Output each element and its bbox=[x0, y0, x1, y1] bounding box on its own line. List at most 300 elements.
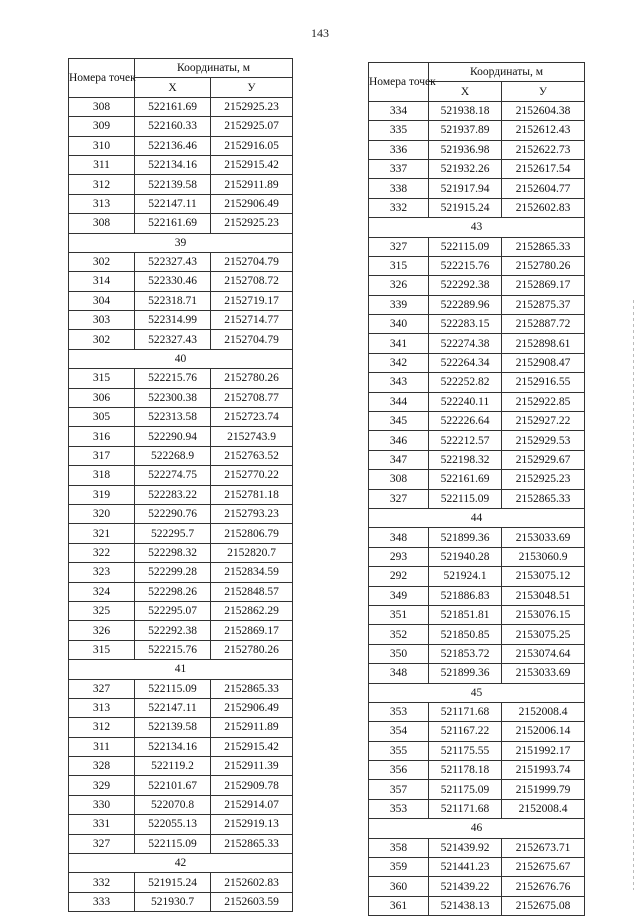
y-coordinate-cell: 2152911.39 bbox=[211, 757, 293, 776]
point-number-cell: 302 bbox=[69, 330, 135, 349]
table-row bbox=[69, 155, 293, 174]
point-number-cell: 336 bbox=[369, 140, 429, 159]
page-number: 143 bbox=[311, 26, 329, 40]
y-coordinate-cell: 2152915.42 bbox=[211, 155, 293, 174]
point-number-cell: 326 bbox=[69, 621, 135, 640]
point-number-cell: 327 bbox=[69, 679, 135, 698]
x-coordinate-cell: 522295.07 bbox=[135, 601, 211, 620]
x-coordinate-cell: 522283.15 bbox=[429, 315, 502, 334]
table-row bbox=[69, 757, 293, 776]
y-coordinate-cell: 2152922.85 bbox=[502, 392, 585, 411]
point-number-cell: 302 bbox=[69, 252, 135, 271]
y-coordinate-cell: 2152743.9 bbox=[211, 427, 293, 446]
point-number-cell: 311 bbox=[69, 737, 135, 756]
y-coordinate-cell: 2152915.42 bbox=[211, 737, 293, 756]
y-coordinate-cell: 2152602.83 bbox=[502, 198, 585, 217]
y-coordinate-cell: 2153075.25 bbox=[502, 625, 585, 644]
y-coordinate-cell: 2152925.07 bbox=[211, 117, 293, 136]
y-coordinate-cell: 2152719.17 bbox=[211, 291, 293, 310]
table-row bbox=[69, 737, 293, 756]
y-coordinate-cell: 2152763.52 bbox=[211, 446, 293, 465]
table-row bbox=[69, 136, 293, 155]
y-coordinate-cell: 2152865.33 bbox=[502, 237, 585, 256]
x-coordinate-cell: 521936.98 bbox=[429, 140, 502, 159]
y-coordinate-cell: 2152617.54 bbox=[502, 159, 585, 178]
y-coordinate-cell: 2152869.17 bbox=[502, 276, 585, 295]
x-coordinate-cell: 522139.58 bbox=[135, 718, 211, 737]
table-row bbox=[69, 524, 293, 543]
coordinates-table-right bbox=[368, 62, 585, 916]
point-number-cell: 332 bbox=[369, 198, 429, 217]
section-number: 44 bbox=[369, 508, 585, 527]
point-number-cell: 331 bbox=[69, 815, 135, 834]
table-row bbox=[369, 741, 585, 760]
table-row bbox=[69, 117, 293, 136]
x-coordinate-cell: 521438.13 bbox=[429, 896, 502, 915]
point-number-cell: 341 bbox=[369, 334, 429, 353]
x-coordinate-cell: 522313.58 bbox=[135, 408, 211, 427]
point-number-cell: 306 bbox=[69, 388, 135, 407]
y-coordinate-cell: 2152008.4 bbox=[502, 799, 585, 818]
x-coordinate-cell: 522101.67 bbox=[135, 776, 211, 795]
point-number-cell: 324 bbox=[69, 582, 135, 601]
y-coordinate-cell: 2152704.79 bbox=[211, 330, 293, 349]
x-coordinate-cell: 521171.68 bbox=[429, 702, 502, 721]
y-coordinate-cell: 2152911.89 bbox=[211, 175, 293, 194]
point-number-cell: 354 bbox=[369, 722, 429, 741]
x-coordinate-cell: 522327.43 bbox=[135, 252, 211, 271]
table-row bbox=[69, 563, 293, 582]
point-number-cell: 349 bbox=[369, 586, 429, 605]
table-row bbox=[69, 427, 293, 446]
point-number-cell: 304 bbox=[69, 291, 135, 310]
point-number-cell: 348 bbox=[369, 528, 429, 547]
x-coordinate-cell: 521851.81 bbox=[429, 605, 502, 624]
point-number-cell: 315 bbox=[369, 256, 429, 275]
y-coordinate-cell: 2152704.79 bbox=[211, 252, 293, 271]
point-number-cell: 344 bbox=[369, 392, 429, 411]
y-coordinate-cell: 2152911.89 bbox=[211, 718, 293, 737]
table-row bbox=[69, 252, 293, 271]
x-coordinate-cell: 522055.13 bbox=[135, 815, 211, 834]
x-coordinate-cell: 522161.69 bbox=[135, 214, 211, 233]
section-row bbox=[369, 819, 585, 838]
point-number-cell: 343 bbox=[369, 373, 429, 392]
table-row bbox=[69, 97, 293, 116]
x-coordinate-cell: 522290.94 bbox=[135, 427, 211, 446]
table-row bbox=[369, 547, 585, 566]
point-number-cell: 347 bbox=[369, 450, 429, 469]
x-coordinate-cell: 522264.34 bbox=[429, 353, 502, 372]
y-coordinate-cell: 2152780.26 bbox=[211, 369, 293, 388]
x-coordinate-cell: 522314.99 bbox=[135, 311, 211, 330]
table-row bbox=[69, 795, 293, 814]
x-coordinate-cell: 522318.71 bbox=[135, 291, 211, 310]
table-row bbox=[369, 295, 585, 314]
point-number-cell: 353 bbox=[369, 702, 429, 721]
point-number-cell: 313 bbox=[69, 194, 135, 213]
point-number-cell: 350 bbox=[369, 644, 429, 663]
x-coordinate-cell: 521915.24 bbox=[429, 198, 502, 217]
y-coordinate-cell: 2152793.23 bbox=[211, 504, 293, 523]
table-row bbox=[369, 896, 585, 915]
table-row bbox=[69, 311, 293, 330]
x-coordinate-cell: 522115.09 bbox=[429, 489, 502, 508]
table-row bbox=[369, 334, 585, 353]
point-number-cell: 351 bbox=[369, 605, 429, 624]
point-number-cell: 316 bbox=[69, 427, 135, 446]
x-coordinate-cell: 522292.38 bbox=[135, 621, 211, 640]
y-coordinate-cell: 2152781.18 bbox=[211, 485, 293, 504]
point-number-cell: 312 bbox=[69, 175, 135, 194]
y-coordinate-cell: 2152914.07 bbox=[211, 795, 293, 814]
table-row bbox=[369, 702, 585, 721]
point-number-cell: 332 bbox=[69, 873, 135, 892]
x-coordinate-cell: 522136.46 bbox=[135, 136, 211, 155]
y-coordinate-cell: 2152834.59 bbox=[211, 563, 293, 582]
section-number: 46 bbox=[369, 819, 585, 838]
x-coordinate-cell: 521938.18 bbox=[429, 101, 502, 120]
x-coordinate-cell: 521886.83 bbox=[429, 586, 502, 605]
point-number-cell: 337 bbox=[369, 159, 429, 178]
section-number: 39 bbox=[69, 233, 293, 252]
section-number: 42 bbox=[69, 854, 293, 873]
point-number-cell: 312 bbox=[69, 718, 135, 737]
point-number-cell: 334 bbox=[369, 101, 429, 120]
table-row bbox=[369, 121, 585, 140]
y-coordinate-cell: 2152908.47 bbox=[502, 353, 585, 372]
section-row bbox=[69, 660, 293, 679]
table-row bbox=[369, 722, 585, 741]
x-coordinate-cell: 522147.11 bbox=[135, 698, 211, 717]
header-points: Номера точек bbox=[369, 63, 429, 102]
x-coordinate-cell: 522215.76 bbox=[135, 640, 211, 659]
table-row bbox=[69, 291, 293, 310]
x-coordinate-cell: 521175.55 bbox=[429, 741, 502, 760]
y-coordinate-cell: 2152604.38 bbox=[502, 101, 585, 120]
point-number-cell: 308 bbox=[69, 214, 135, 233]
x-coordinate-cell: 522300.38 bbox=[135, 388, 211, 407]
x-coordinate-cell: 521915.24 bbox=[135, 873, 211, 892]
y-coordinate-cell: 2153060.9 bbox=[502, 547, 585, 566]
point-number-cell: 328 bbox=[69, 757, 135, 776]
y-coordinate-cell: 2152869.17 bbox=[211, 621, 293, 640]
y-coordinate-cell: 2152770.22 bbox=[211, 466, 293, 485]
x-coordinate-cell: 522198.32 bbox=[429, 450, 502, 469]
table-row bbox=[369, 159, 585, 178]
y-coordinate-cell: 2152604.77 bbox=[502, 179, 585, 198]
y-coordinate-cell: 2152898.61 bbox=[502, 334, 585, 353]
x-coordinate-cell: 522226.64 bbox=[429, 412, 502, 431]
x-coordinate-cell: 522290.76 bbox=[135, 504, 211, 523]
y-coordinate-cell: 2153033.69 bbox=[502, 664, 585, 683]
y-coordinate-cell: 2152906.49 bbox=[211, 194, 293, 213]
table-row bbox=[369, 412, 585, 431]
table-row bbox=[369, 101, 585, 120]
point-number-cell: 315 bbox=[69, 369, 135, 388]
table-row bbox=[369, 353, 585, 372]
x-coordinate-cell: 522161.69 bbox=[429, 470, 502, 489]
table-row bbox=[369, 315, 585, 334]
x-coordinate-cell: 522212.57 bbox=[429, 431, 502, 450]
y-coordinate-cell: 2152714.77 bbox=[211, 311, 293, 330]
point-number-cell: 318 bbox=[69, 466, 135, 485]
point-number-cell: 305 bbox=[69, 408, 135, 427]
table-row bbox=[369, 179, 585, 198]
table-row bbox=[69, 214, 293, 233]
table-row bbox=[69, 388, 293, 407]
y-coordinate-cell: 2152708.77 bbox=[211, 388, 293, 407]
y-coordinate-cell: 2153074.64 bbox=[502, 644, 585, 663]
x-coordinate-cell: 521850.85 bbox=[429, 625, 502, 644]
y-coordinate-cell: 2152919.13 bbox=[211, 815, 293, 834]
table-row bbox=[69, 834, 293, 853]
y-coordinate-cell: 2152820.7 bbox=[211, 543, 293, 562]
y-coordinate-cell: 2152622.73 bbox=[502, 140, 585, 159]
y-coordinate-cell: 2152909.78 bbox=[211, 776, 293, 795]
table-row bbox=[69, 543, 293, 562]
point-number-cell: 340 bbox=[369, 315, 429, 334]
table-row bbox=[369, 237, 585, 256]
x-coordinate-cell: 522240.11 bbox=[429, 392, 502, 411]
point-number-cell: 327 bbox=[369, 489, 429, 508]
section-number: 45 bbox=[369, 683, 585, 702]
y-coordinate-cell: 2152780.26 bbox=[211, 640, 293, 659]
point-number-cell: 314 bbox=[69, 272, 135, 291]
table-row bbox=[69, 330, 293, 349]
point-number-cell: 335 bbox=[369, 121, 429, 140]
table-row bbox=[369, 392, 585, 411]
table-row bbox=[369, 140, 585, 159]
point-number-cell: 358 bbox=[369, 838, 429, 857]
point-number-cell: 313 bbox=[69, 698, 135, 717]
table-row bbox=[69, 679, 293, 698]
x-coordinate-cell: 522134.16 bbox=[135, 155, 211, 174]
table-row bbox=[369, 567, 585, 586]
table-row bbox=[69, 601, 293, 620]
point-number-cell: 346 bbox=[369, 431, 429, 450]
y-coordinate-cell: 2152865.33 bbox=[211, 679, 293, 698]
x-coordinate-cell: 522139.58 bbox=[135, 175, 211, 194]
y-coordinate-cell: 2152875.37 bbox=[502, 295, 585, 314]
header-y: У bbox=[502, 82, 585, 101]
table-row bbox=[69, 272, 293, 291]
x-coordinate-cell: 522070.8 bbox=[135, 795, 211, 814]
y-coordinate-cell: 2152008.4 bbox=[502, 702, 585, 721]
point-number-cell: 348 bbox=[369, 664, 429, 683]
y-coordinate-cell: 2153048.51 bbox=[502, 586, 585, 605]
point-number-cell: 333 bbox=[69, 892, 135, 911]
x-coordinate-cell: 522298.26 bbox=[135, 582, 211, 601]
x-coordinate-cell: 522274.38 bbox=[429, 334, 502, 353]
x-coordinate-cell: 522161.69 bbox=[135, 97, 211, 116]
x-coordinate-cell: 522134.16 bbox=[135, 737, 211, 756]
section-row bbox=[69, 854, 293, 873]
x-coordinate-cell: 521924.1 bbox=[429, 567, 502, 586]
y-coordinate-cell: 2151992.17 bbox=[502, 741, 585, 760]
point-number-cell: 292 bbox=[369, 567, 429, 586]
x-coordinate-cell: 522252.82 bbox=[429, 373, 502, 392]
x-coordinate-cell: 522268.9 bbox=[135, 446, 211, 465]
y-coordinate-cell: 2153075.12 bbox=[502, 567, 585, 586]
y-coordinate-cell: 2152887.72 bbox=[502, 315, 585, 334]
y-coordinate-cell: 2152708.72 bbox=[211, 272, 293, 291]
coordinates-table-left bbox=[68, 58, 293, 912]
y-coordinate-cell: 2152806.79 bbox=[211, 524, 293, 543]
y-coordinate-cell: 2152929.67 bbox=[502, 450, 585, 469]
y-coordinate-cell: 2152925.23 bbox=[211, 97, 293, 116]
table-row bbox=[369, 489, 585, 508]
y-coordinate-cell: 2152675.08 bbox=[502, 896, 585, 915]
table-row bbox=[69, 194, 293, 213]
x-coordinate-cell: 521899.36 bbox=[429, 528, 502, 547]
point-number-cell: 308 bbox=[369, 470, 429, 489]
y-coordinate-cell: 2152723.74 bbox=[211, 408, 293, 427]
x-coordinate-cell: 522215.76 bbox=[429, 256, 502, 275]
table-row bbox=[369, 528, 585, 547]
y-coordinate-cell: 2152673.71 bbox=[502, 838, 585, 857]
table-row bbox=[69, 582, 293, 601]
scan-edge-line bbox=[633, 300, 634, 890]
table-row bbox=[69, 776, 293, 795]
y-coordinate-cell: 2151999.79 bbox=[502, 780, 585, 799]
x-coordinate-cell: 521930.7 bbox=[135, 892, 211, 911]
y-coordinate-cell: 2152602.83 bbox=[211, 873, 293, 892]
x-coordinate-cell: 522327.43 bbox=[135, 330, 211, 349]
section-row bbox=[69, 349, 293, 368]
y-coordinate-cell: 2152916.55 bbox=[502, 373, 585, 392]
table-row bbox=[369, 644, 585, 663]
section-row bbox=[69, 233, 293, 252]
y-coordinate-cell: 2152916.05 bbox=[211, 136, 293, 155]
y-coordinate-cell: 2152848.57 bbox=[211, 582, 293, 601]
point-number-cell: 360 bbox=[369, 877, 429, 896]
x-coordinate-cell: 522283.22 bbox=[135, 485, 211, 504]
x-coordinate-cell: 522330.46 bbox=[135, 272, 211, 291]
x-coordinate-cell: 522295.7 bbox=[135, 524, 211, 543]
table-row bbox=[369, 470, 585, 489]
section-row bbox=[369, 683, 585, 702]
point-number-cell: 355 bbox=[369, 741, 429, 760]
table-row bbox=[69, 369, 293, 388]
y-coordinate-cell: 2153033.69 bbox=[502, 528, 585, 547]
point-number-cell: 293 bbox=[369, 547, 429, 566]
table-row bbox=[69, 621, 293, 640]
table-row bbox=[69, 408, 293, 427]
x-coordinate-cell: 521441.23 bbox=[429, 858, 502, 877]
x-coordinate-cell: 521917.94 bbox=[429, 179, 502, 198]
table-row bbox=[369, 605, 585, 624]
table-row bbox=[369, 450, 585, 469]
point-number-cell: 311 bbox=[69, 155, 135, 174]
section-number: 40 bbox=[69, 349, 293, 368]
x-coordinate-cell: 522160.33 bbox=[135, 117, 211, 136]
table-row bbox=[369, 858, 585, 877]
x-coordinate-cell: 522115.09 bbox=[135, 679, 211, 698]
point-number-cell: 361 bbox=[369, 896, 429, 915]
table-row bbox=[369, 799, 585, 818]
table-row bbox=[369, 276, 585, 295]
point-number-cell: 319 bbox=[69, 485, 135, 504]
table-row bbox=[69, 504, 293, 523]
y-coordinate-cell: 2152927.22 bbox=[502, 412, 585, 431]
y-coordinate-cell: 2152925.23 bbox=[502, 470, 585, 489]
point-number-cell: 327 bbox=[369, 237, 429, 256]
x-coordinate-cell: 521937.89 bbox=[429, 121, 502, 140]
point-number-cell: 342 bbox=[369, 353, 429, 372]
y-coordinate-cell: 2152906.49 bbox=[211, 698, 293, 717]
point-number-cell: 315 bbox=[69, 640, 135, 659]
table-row bbox=[369, 431, 585, 450]
header-coords: Координаты, м bbox=[429, 63, 585, 82]
section-number: 43 bbox=[369, 218, 585, 237]
x-coordinate-cell: 522115.09 bbox=[429, 237, 502, 256]
point-number-cell: 308 bbox=[69, 97, 135, 116]
x-coordinate-cell: 521167.22 bbox=[429, 722, 502, 741]
point-number-cell: 309 bbox=[69, 117, 135, 136]
y-coordinate-cell: 2152603.59 bbox=[211, 892, 293, 911]
table-row bbox=[369, 373, 585, 392]
x-coordinate-cell: 522274.75 bbox=[135, 466, 211, 485]
x-coordinate-cell: 521940.28 bbox=[429, 547, 502, 566]
point-number-cell: 345 bbox=[369, 412, 429, 431]
table-row bbox=[369, 625, 585, 644]
section-number: 41 bbox=[69, 660, 293, 679]
x-coordinate-cell: 522147.11 bbox=[135, 194, 211, 213]
x-coordinate-cell: 521175.09 bbox=[429, 780, 502, 799]
y-coordinate-cell: 2152675.67 bbox=[502, 858, 585, 877]
table-row bbox=[369, 256, 585, 275]
point-number-cell: 353 bbox=[369, 799, 429, 818]
table-row bbox=[69, 698, 293, 717]
point-number-cell: 326 bbox=[369, 276, 429, 295]
x-coordinate-cell: 522119.2 bbox=[135, 757, 211, 776]
x-coordinate-cell: 522299.28 bbox=[135, 563, 211, 582]
header-x: Х bbox=[135, 78, 211, 97]
x-coordinate-cell: 521439.22 bbox=[429, 877, 502, 896]
header-coords: Координаты, м bbox=[135, 59, 293, 78]
y-coordinate-cell: 2151993.74 bbox=[502, 761, 585, 780]
point-number-cell: 356 bbox=[369, 761, 429, 780]
y-coordinate-cell: 2152925.23 bbox=[211, 214, 293, 233]
section-row bbox=[369, 218, 585, 237]
table-row bbox=[69, 892, 293, 911]
header-y: У bbox=[211, 78, 293, 97]
table-row bbox=[369, 198, 585, 217]
x-coordinate-cell: 521899.36 bbox=[429, 664, 502, 683]
point-number-cell: 303 bbox=[69, 311, 135, 330]
point-number-cell: 321 bbox=[69, 524, 135, 543]
x-coordinate-cell: 521439.92 bbox=[429, 838, 502, 857]
header-points: Номера точек bbox=[69, 59, 135, 98]
point-number-cell: 359 bbox=[369, 858, 429, 877]
x-coordinate-cell: 522298.32 bbox=[135, 543, 211, 562]
point-number-cell: 327 bbox=[69, 834, 135, 853]
y-coordinate-cell: 2152006.14 bbox=[502, 722, 585, 741]
y-coordinate-cell: 2152865.33 bbox=[502, 489, 585, 508]
x-coordinate-cell: 522289.96 bbox=[429, 295, 502, 314]
x-coordinate-cell: 522215.76 bbox=[135, 369, 211, 388]
x-coordinate-cell: 522115.09 bbox=[135, 834, 211, 853]
point-number-cell: 357 bbox=[369, 780, 429, 799]
point-number-cell: 310 bbox=[69, 136, 135, 155]
y-coordinate-cell: 2152676.76 bbox=[502, 877, 585, 896]
point-number-cell: 339 bbox=[369, 295, 429, 314]
table-row bbox=[369, 838, 585, 857]
point-number-cell: 352 bbox=[369, 625, 429, 644]
x-coordinate-cell: 522292.38 bbox=[429, 276, 502, 295]
table-row bbox=[69, 175, 293, 194]
